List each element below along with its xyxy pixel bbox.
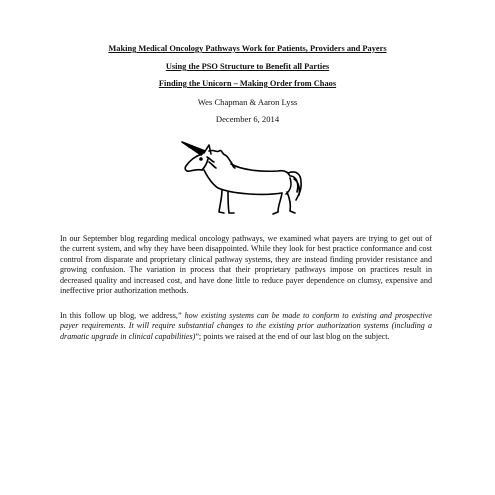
intro-paragraph: In our September blog regarding medical oncology pathways, we examined what payers are trying to get out of the current system, and why they have been disappointed. While they look for best practice conformance and cost control from disparate and proprietary clinical pathway systems, they are instead finding provider resistance and growing confusion. The variation in process that their proprietary pathways impose on practices result in decreased quality and increased cost, and have done little to reduce payer dependence on clumsy, expensive and ineffective prior authorization methods. (60, 234, 432, 296)
followup-lead: In this follow up blog, we address,” (60, 311, 185, 320)
author-line: Wes Chapman & Aaron Lyss (197, 97, 298, 107)
document-tagline: Finding the Unicorn – Making Order from Chaos (158, 79, 337, 88)
document-subtitle: Using the PSO Structure to Benefit all Parties (165, 62, 330, 71)
unicorn-icon (178, 134, 312, 224)
date-line: December 6, 2014 (215, 114, 280, 124)
followup-tail: ”; points we raised at the end of our last blog on the subject. (195, 331, 390, 341)
followup-paragraph (60, 311, 432, 342)
document-title: Making Medical Oncology Pathways Work for Patients, Providers and Payers (108, 44, 387, 53)
followup-quote: how existing systems can be made to conform to existing and prospective payer requirements. It will require substantial changes to the existing prior authorization systems (including a dramatic upgrade in clinical capabilities) (60, 311, 432, 341)
